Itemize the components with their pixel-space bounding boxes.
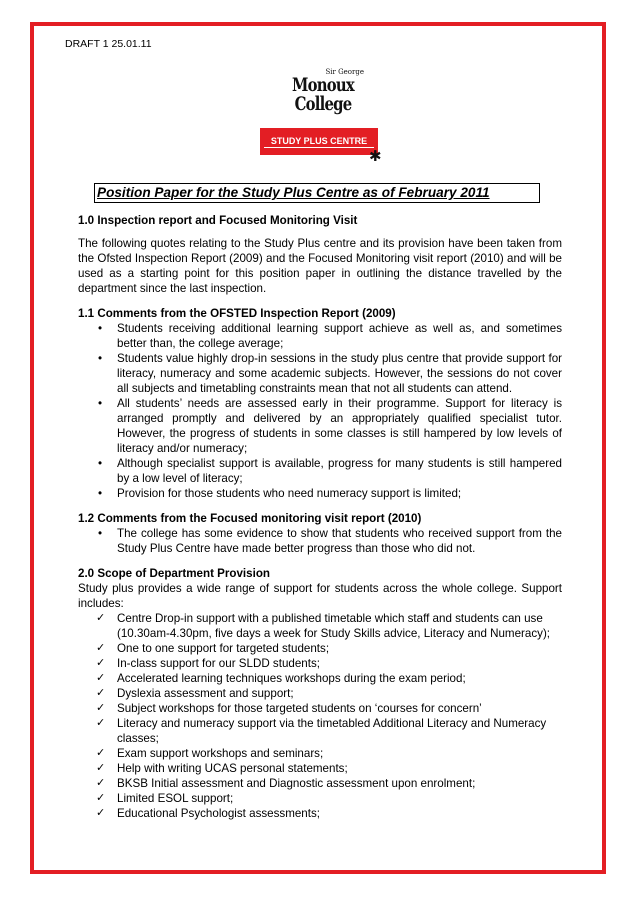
logo-line-2: College xyxy=(294,93,352,115)
list-item xyxy=(78,671,562,686)
list-item: • Provision for those students who need numeracy support is limited; xyxy=(78,486,562,501)
list-item-text: Literacy and numeracy support via the timetabled Additional Literacy and Numeracy classes; xyxy=(117,717,547,745)
section-2-list xyxy=(78,611,562,821)
logo-band-text: STUDY PLUS CENTRE xyxy=(264,136,374,148)
section-1-1-list xyxy=(78,321,562,501)
check-icon: ✓ xyxy=(96,747,106,759)
logo-wordmark xyxy=(280,68,366,114)
list-item: • Although specialist support is available, progress for many students is still hampered by a low level of literacy; xyxy=(78,456,562,486)
section-1-heading: 1.0 Inspection report and Focused Monitoring Visit xyxy=(78,214,358,227)
check-icon: ✓ xyxy=(96,657,106,669)
check-icon: ✓ xyxy=(96,612,106,624)
list-item xyxy=(78,746,562,761)
check-icon: ✓ xyxy=(96,762,106,774)
college-logo xyxy=(258,68,388,164)
section-2-paragraph: Study plus provides a wide range of support for students across the whole college. Support includes: xyxy=(78,582,562,610)
list-item-text: BKSB Initial assessment and Diagnostic assessment upon enrolment; xyxy=(117,777,476,790)
list-item-text: One to one support for targeted students; xyxy=(117,642,330,655)
list-item xyxy=(78,761,562,776)
draft-label: DRAFT 1 25.01.11 xyxy=(65,38,152,50)
check-icon: ✓ xyxy=(96,687,106,699)
list-item xyxy=(78,686,562,701)
list-item-text: Centre Drop-in support with a published timetable which staff and students can use (10.30am-4.30pm, five days a week for Study Skills advice, Literacy and Numeracy); xyxy=(117,612,551,640)
document-title xyxy=(94,183,540,203)
list-item xyxy=(78,791,562,806)
document-title-text: Position Paper for the Study Plus Centre as of February 2011 xyxy=(94,183,540,203)
list-item-text: Limited ESOL support; xyxy=(117,792,234,805)
list-item-text: Exam support workshops and seminars; xyxy=(117,747,324,760)
section-1-2-list xyxy=(78,526,562,556)
check-icon: ✓ xyxy=(96,717,106,729)
list-item xyxy=(78,656,562,671)
check-icon: ✓ xyxy=(96,807,106,819)
section-2-heading: 2.0 Scope of Department Provision xyxy=(78,567,270,580)
check-icon: ✓ xyxy=(96,672,106,684)
section-1-1-heading: 1.1 Comments from the OFSTED Inspection Report (2009) xyxy=(78,307,396,320)
list-item xyxy=(78,806,562,821)
list-item-text: Accelerated learning techniques workshops during the exam period; xyxy=(117,672,466,685)
logo-band xyxy=(260,128,378,155)
list-item-text: Help with writing UCAS personal statements; xyxy=(117,762,348,775)
check-icon: ✓ xyxy=(96,642,106,654)
logo-small-text: Sir George xyxy=(325,68,364,76)
star-icon: ✱ xyxy=(369,148,382,165)
list-item-text: Subject workshops for those targeted students on ‘courses for concern’ xyxy=(117,702,482,715)
list-item: • The college has some evidence to show that students who received support from the Study Plus Centre have made better progress than those who did not. xyxy=(78,526,562,556)
check-icon: ✓ xyxy=(96,702,106,714)
list-item: • Students value highly drop-in sessions in the study plus centre that provide support for literacy, numeracy and some academic subjects. However, the sessions do not cover all subjects and timetabling constraints mean that not all students can attend. xyxy=(78,351,562,396)
list-item-text: Educational Psychologist assessments; xyxy=(117,807,320,820)
section-1-2-heading: 1.2 Comments from the Focused monitoring visit report (2010) xyxy=(78,512,422,525)
list-item xyxy=(78,611,562,641)
section-1-paragraph: The following quotes relating to the Study Plus centre and its provision have been taken from the Ofsted Inspection Report (2009) and the Focused Monitoring visit report (2010) and will be used as a starting point for this position paper in outlining the distance travelled by the department since the last inspection. xyxy=(78,237,562,295)
list-item-text: Dyslexia assessment and support; xyxy=(117,687,294,700)
list-item xyxy=(78,701,562,716)
check-icon: ✓ xyxy=(96,792,106,804)
list-item: • Students receiving additional learning support achieve as well as, and sometimes better than, the college average; xyxy=(78,321,562,351)
list-item-text: In-class support for our SLDD students; xyxy=(117,657,320,670)
document-body xyxy=(78,213,562,821)
logo-line-1: Monoux xyxy=(292,74,354,96)
list-item xyxy=(78,776,562,791)
list-item: • All students’ needs are assessed early in their programme. Support for literacy is arranged promptly and delivered by an appropriately qualified specialist tutor. However, the progress of students in some classes is still hampered by low levels of literacy and/or numeracy; xyxy=(78,396,562,456)
list-item xyxy=(78,641,562,656)
list-item xyxy=(78,716,562,746)
check-icon: ✓ xyxy=(96,777,106,789)
